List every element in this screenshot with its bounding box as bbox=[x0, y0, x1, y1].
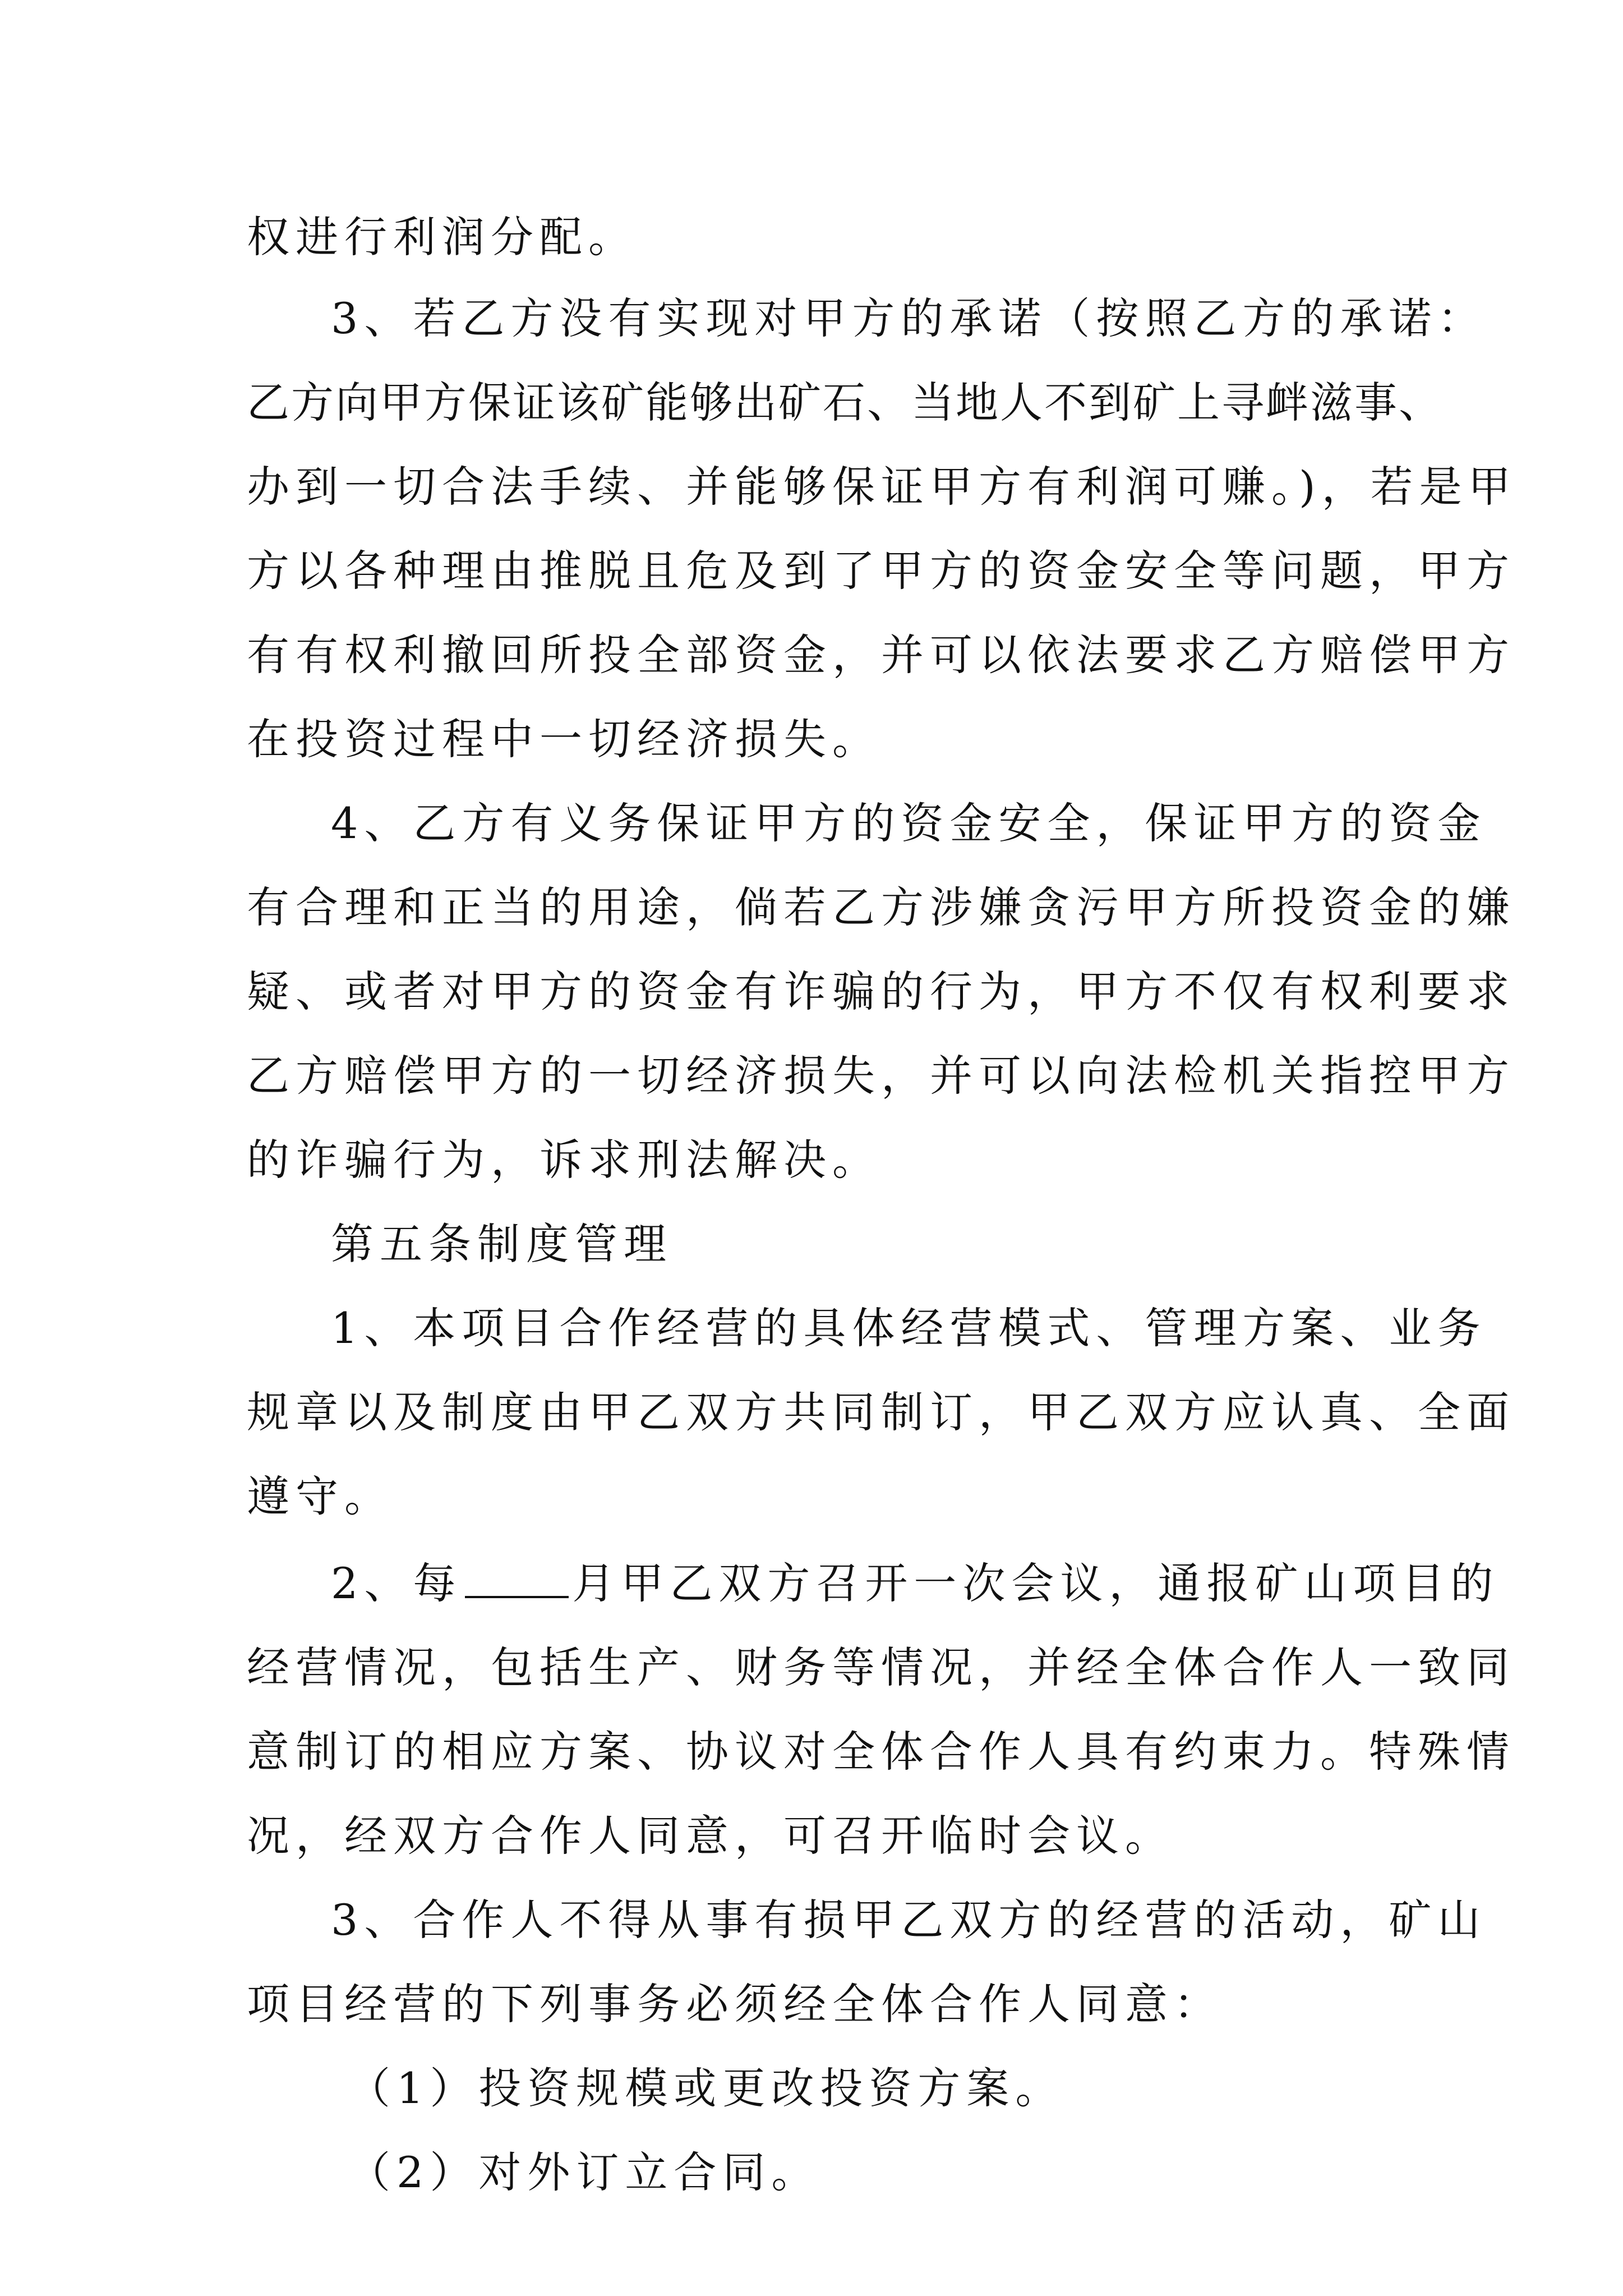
text-line: 况，经双方合作人同意，可召开临时会议。 bbox=[247, 1811, 1174, 1861]
text-line: 有有权利撤回所投全部资金，并可以依法要求乙方赔偿甲方 bbox=[247, 630, 1515, 680]
text-line: 的诈骗行为，诉求刑法解决。 bbox=[247, 1135, 881, 1185]
text-line: 1、本项目合作经营的具体经营模式、管理方案、业务 bbox=[331, 1303, 1487, 1353]
fill-in-blank bbox=[465, 1562, 569, 1598]
text-segment: 月甲乙双方召开一次会议，通报矿山项目的 bbox=[572, 1558, 1500, 1608]
text-line: 有合理和正当的用途，倘若乙方涉嫌贪污甲方所投资金的嫌 bbox=[247, 882, 1515, 932]
list-item: （2）对外订立合同。 bbox=[348, 2147, 820, 2197]
text-line: 乙方赔偿甲方的一切经济损失，并可以向法检机关指控甲方 bbox=[247, 1051, 1515, 1101]
text-line: 项目经营的下列事务必须经全体合作人同意： bbox=[247, 1979, 1223, 2029]
text-line: 疑、或者对甲方的资金有诈骗的行为，甲方不仅有权利要求 bbox=[247, 967, 1515, 1016]
text-line: 经营情况，包括生产、财务等情况，并经全体合作人一致同 bbox=[247, 1642, 1515, 1692]
section-heading: 第五条制度管理 bbox=[331, 1219, 672, 1269]
text-line: 意制订的相应方案、协议对全体合作人具有约束力。特殊情 bbox=[247, 1727, 1515, 1777]
text-line: 方以各种理由推脱且危及到了甲方的资金安全等问题，甲方 bbox=[247, 546, 1515, 596]
text-line: 权进行利润分配。 bbox=[247, 212, 637, 262]
text-line: 遵守。 bbox=[247, 1471, 393, 1521]
text-line: 乙方向甲方保证该矿能够出矿石、当地人不到矿上寻衅滋事、 bbox=[247, 378, 1443, 427]
text-line: 3、合作人不得从事有损甲乙双方的经营的活动，矿山 bbox=[331, 1895, 1487, 1945]
text-line: 3、若乙方没有实现对甲方的承诺（按照乙方的承诺： bbox=[331, 293, 1487, 343]
text-line: 办到一切合法手续、并能够保证甲方有利润可赚。)，若是甲 bbox=[247, 462, 1517, 512]
text-line: 规章以及制度由甲乙双方共同制订，甲乙双方应认真、全面 bbox=[247, 1387, 1515, 1437]
text-line-with-blank bbox=[331, 1558, 1500, 1608]
text-line: 4、乙方有义务保证甲方的资金安全，保证甲方的资金 bbox=[331, 798, 1487, 848]
text-segment: 2、每 bbox=[331, 1558, 462, 1608]
text-line: 在投资过程中一切经济损失。 bbox=[247, 714, 881, 764]
list-item: （1）投资规模或更改投资方案。 bbox=[348, 2063, 1064, 2113]
